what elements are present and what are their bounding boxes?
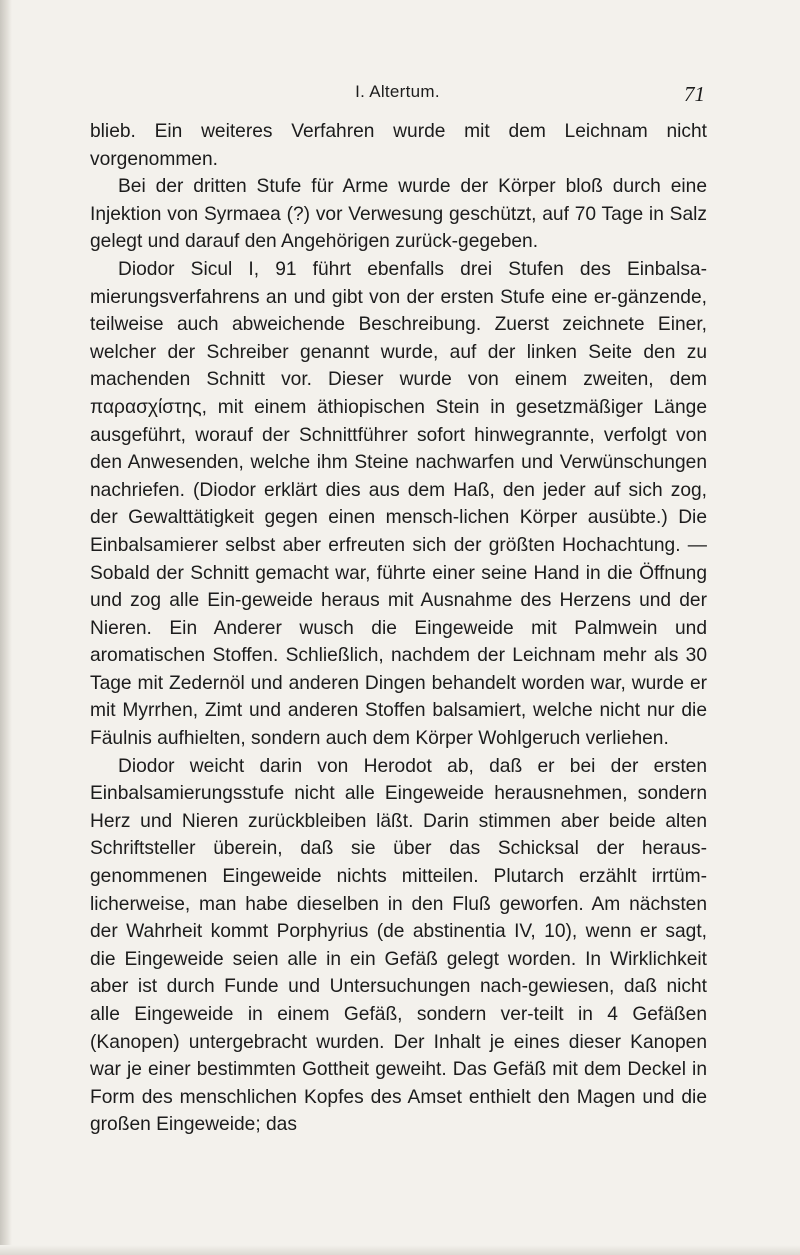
paragraph-diodor-herodot: Diodor weicht darin von Herodot ab, daß er bei der ersten Einbalsamierungsstufe nicht alle Eingeweide herausnehmen, sondern Herz und Nieren zurückbleiben läßt. Darin stimmen aber beide alten Schriftsteller überein, daß sie über das Schicksal der heraus-genommenen Eingeweide nichts mitteilen. Plutarch erzählt irrtüm-licherweise, man habe dieselben in den Fluß geworfen. Am nächsten der Wahrheit kommt Porphyrius (de abstinentia IV, 10), wenn er sagt, die Eingeweide seien alle in ein Gefäß gelegt worden. In Wirklichkeit aber ist durch Funde und Untersuchungen nach-gewiesen, daß nicht alle Eingeweide in einem Gefäß, sondern ver-teilt in 4 Gefäßen (Kanopen) untergebracht wurden. Der Inhalt je eines dieser Kanopen war je einer bestimmten Gottheit geweiht. Das Gefäß mit dem Deckel in Form des menschlichen Kopfes des Amset enthielt den Magen und die großen Eingeweide; das [90, 755, 707, 1136]
paragraph-diodor-description: Diodor Sicul I, 91 führt ebenfalls drei Stufen des Einbalsa-mierungsverfahrens an und gibt von der ersten Stufe eine er-gänzende, teilweise auch abweichende Beschreibung. Zuerst zeichnete Einer, welcher der Schreiber genannt wurde, auf der linken Seite den zu machenden Schnitt vor. Dieser wurde von einem zweiten, dem παρασχίστης, mit einem äthiopischen Stein in gesetzmäßiger Länge ausgeführt, worauf der Schnittführer sofort hinwegrannte, verfolgt von den Anwesenden, welche ihm Steine nachwarfen und Verwünschungen nachriefen. (Diodor erklärt dies aus dem Haß, den jeder auf sich zog, der Gewalttätigkeit gegen einen mensch-lichen Körper ausübte.) Die Einbalsamierer selbst aber erfreuten sich der größten Hochachtung. — Sobald der Schnitt gemacht war, führte einer seine Hand in die Öffnung und zog alle Ein-geweide heraus mit Ausnahme des Herzens und der Nieren. Ein Anderer wusch die Eingeweide mit Palmwein und aromatischen Stoffen. Schließlich, nachdem der Leichnam mehr als 30 Tage mit Zedernöl und anderen Dingen behandelt worden war, wurde er mit Myrrhen, Zimt und anderen Stoffen balsamiert, welche nicht nur die Fäulnis aufhielten, sondern auch dem Körper Wohlgeruch verliehen. [90, 258, 707, 750]
page-binding-edge [0, 0, 12, 1255]
page-header [90, 82, 705, 110]
page-number: 71 [684, 82, 705, 106]
body-text [90, 118, 707, 1139]
paragraph-third-stage: Bei der dritten Stufe für Arme wurde der Körper bloß durch eine Injektion von Syrmaea (?) vor Verwesung geschützt, auf 70 Tage in Salz gelegt und darauf den Angehörigen zurück-gegeben. [90, 176, 707, 253]
paragraph-continuation: blieb. Ein weiteres Verfahren wurde mit dem Leichnam nicht vorgenommen. [90, 121, 707, 170]
running-title: I. Altertum. [355, 82, 440, 101]
page-bottom-edge [0, 1245, 800, 1255]
